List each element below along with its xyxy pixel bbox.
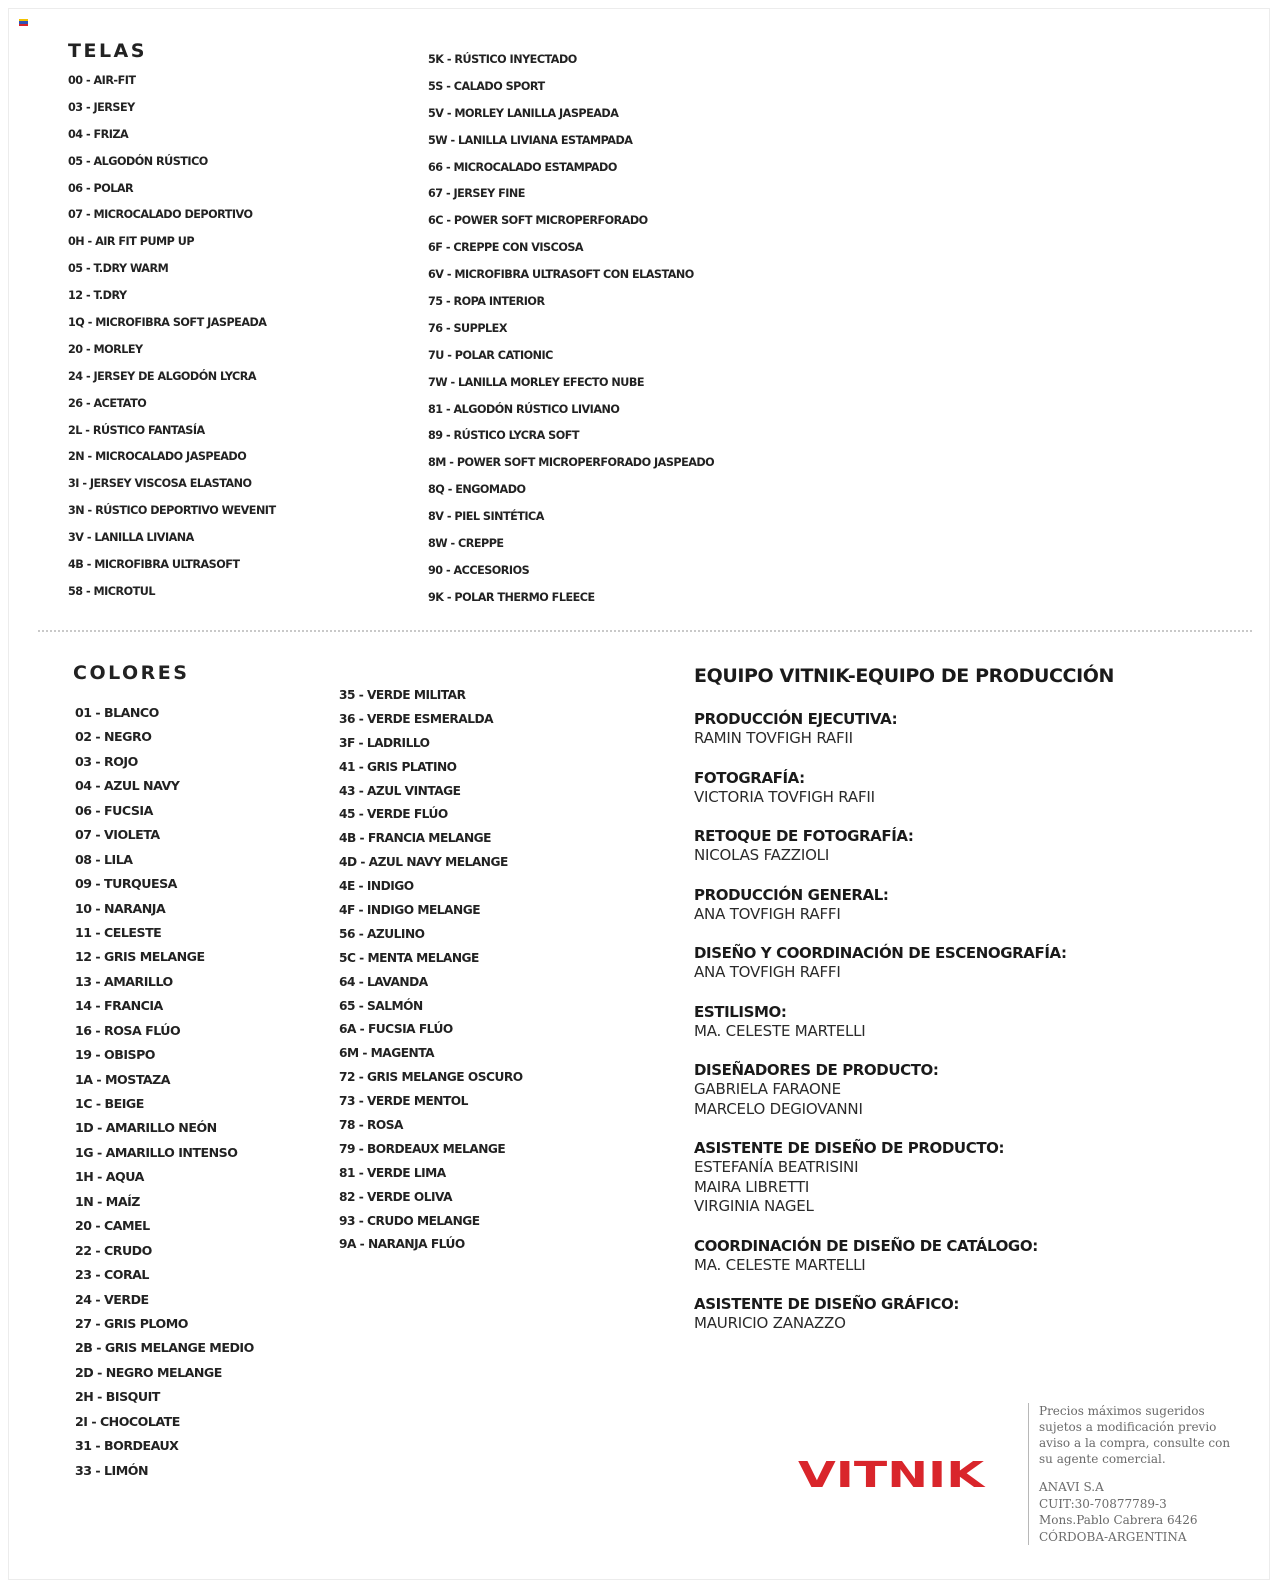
color-item: 03 - ROJO [75, 753, 138, 769]
color-item: 13 - AMARILLO [75, 973, 173, 989]
credit-name: MAIRA LIBRETTI [694, 1177, 810, 1196]
fabric-item: 03 - JERSEY [68, 100, 135, 114]
fabric-item: 5V - MORLEY LANILLA JASPEADA [428, 106, 619, 120]
footer-info [1028, 1403, 1265, 1545]
color-item: 04 - AZUL NAVY [75, 778, 180, 794]
color-item: 5C - MENTA MELANGE [339, 950, 479, 965]
fabric-item: 3N - RÚSTICO DEPORTIVO WEVENIT [68, 504, 276, 518]
credit-entry [694, 1138, 1214, 1217]
color-item: 27 - GRIS PLOMO [75, 1315, 188, 1331]
color-item: 35 - VERDE MILITAR [339, 688, 466, 702]
color-item: 73 - VERDE MENTOL [339, 1094, 468, 1109]
color-item: 1A - MOSTAZA [75, 1071, 171, 1087]
production-team [694, 665, 1214, 1353]
credit-role: ESTILISMO: [694, 1002, 787, 1021]
credit-role: COORDINACIÓN DE DISEÑO DE CATÁLOGO: [694, 1236, 1038, 1255]
credit-name: MA. CELESTE MARTELLI [694, 1255, 866, 1274]
color-item: 12 - GRIS MELANGE [75, 949, 205, 965]
color-item: 65 - SALMÓN [339, 998, 423, 1013]
color-item: 81 - VERDE LIMA [339, 1165, 446, 1180]
fabric-item: 24 - JERSEY DE ALGODÓN LYCRA [68, 369, 257, 383]
color-item: 2D - NEGRO MELANGE [75, 1364, 222, 1380]
credit-role: DISEÑO Y COORDINACIÓN DE ESCENOGRAFÍA: [694, 944, 1067, 962]
color-item: 11 - CELESTE [75, 924, 162, 940]
fabric-item: 8W - CREPPE [428, 537, 504, 551]
color-item: 07 - VIOLETA [75, 827, 160, 843]
color-item: 1C - BEIGE [75, 1096, 144, 1111]
vitnik-logo [796, 1452, 986, 1494]
telas-title: TELAS [68, 40, 147, 62]
color-item: 4D - AZUL NAVY MELANGE [339, 855, 508, 870]
credit-role: PRODUCCIÓN GENERAL: [694, 885, 889, 904]
fabric-item: 4B - MICROFIBRA ULTRASOFT [68, 558, 240, 572]
credit-entry [694, 885, 1214, 925]
fabric-item: 07 - MICROCALADO DEPORTIVO [68, 208, 253, 222]
color-item: 2H - BISQUIT [75, 1389, 160, 1405]
credit-name: MAURICIO ZANAZZO [694, 1314, 846, 1332]
color-item: 09 - TURQUESA [75, 876, 177, 892]
fabric-item: 0H - AIR FIT PUMP UP [68, 235, 195, 249]
fabric-item: 8V - PIEL SINTÉTICA [428, 510, 544, 524]
color-item: 6M - MAGENTA [339, 1046, 435, 1061]
credit-entry [694, 826, 1214, 866]
credit-entry [694, 943, 1214, 983]
fabric-item: 26 - ACETATO [68, 396, 147, 410]
color-item: 4E - INDIGO [339, 879, 414, 894]
color-item: 33 - LIMÓN [75, 1462, 149, 1478]
production-team-title: EQUIPO VITNIK-EQUIPO DE PRODUCCIÓN [694, 665, 1114, 687]
credit-role: ASISTENTE DE DISEÑO DE PRODUCTO: [694, 1139, 1005, 1157]
color-item: 93 - CRUDO MELANGE [339, 1213, 480, 1228]
disclaimer-line: su agente comercial. [1039, 1452, 1166, 1466]
color-item: 56 - AZULINO [339, 926, 425, 941]
flag-icon [19, 19, 28, 26]
fabric-item: 5W - LANILLA LIVIANA ESTAMPADA [428, 133, 633, 147]
color-item: 08 - LILA [75, 851, 133, 867]
company-line: CUIT:30-70877789-3 [1039, 1496, 1167, 1511]
color-item: 16 - ROSA FLÚO [75, 1022, 181, 1038]
color-item: 1N - MAÍZ [75, 1193, 140, 1209]
credit-entry [694, 768, 1214, 808]
color-item: 22 - CRUDO [75, 1242, 152, 1258]
fabric-item: 89 - RÚSTICO LYCRA SOFT [428, 429, 579, 443]
fabric-item: 6F - CREPPE CON VISCOSA [428, 241, 584, 255]
color-item: 79 - BORDEAUX MELANGE [339, 1141, 506, 1156]
fabric-item: 5S - CALADO SPORT [428, 79, 545, 93]
color-item: 02 - NEGRO [75, 729, 152, 745]
fabric-item: 1Q - MICROFIBRA SOFT JASPEADA [68, 316, 267, 330]
color-item: 64 - LAVANDA [339, 974, 428, 989]
color-item: 4F - INDIGO MELANGE [339, 903, 481, 918]
color-item: 1D - AMARILLO NEÓN [75, 1120, 217, 1136]
fabric-item: 05 - ALGODÓN RÚSTICO [68, 154, 208, 168]
credit-name: ANA TOVFIGH RAFFI [694, 904, 841, 923]
color-item: 23 - CORAL [75, 1267, 149, 1283]
fabric-item: 5K - RÚSTICO INYECTADO [428, 53, 577, 66]
color-item: 14 - FRANCIA [75, 998, 163, 1014]
fabric-item: 04 - FRIZA [68, 127, 129, 141]
fabric-item: 75 - ROPA INTERIOR [428, 295, 545, 309]
color-item: 01 - BLANCO [75, 705, 159, 720]
color-item: 2B - GRIS MELANGE MEDIO [75, 1340, 254, 1356]
color-item: 36 - VERDE ESMERALDA [339, 711, 494, 726]
fabric-item: 06 - POLAR [68, 181, 134, 195]
credit-name: VICTORIA TOVFIGH RAFII [694, 787, 875, 806]
color-item: 41 - GRIS PLATINO [339, 759, 457, 774]
color-item: 24 - VERDE [75, 1291, 149, 1307]
colores-list-column-2 [339, 684, 523, 1257]
color-item: 06 - FUCSIA [75, 802, 153, 818]
company-line: CÓRDOBA-ARGENTINA [1039, 1529, 1187, 1544]
credit-entry [694, 709, 1214, 749]
company-line: ANAVI S.A [1039, 1480, 1104, 1494]
section-divider [38, 630, 1252, 632]
fabric-item: 00 - AIR-FIT [68, 74, 136, 87]
color-item: 31 - BORDEAUX [75, 1438, 179, 1454]
fabric-item: 20 - MORLEY [68, 342, 143, 356]
color-item: 43 - AZUL VINTAGE [339, 783, 461, 798]
fabric-item: 67 - JERSEY FINE [428, 187, 525, 201]
fabric-item: 8M - POWER SOFT MICROPERFORADO JASPEADO [428, 456, 715, 470]
fabric-item: 2N - MICROCALADO JASPEADO [68, 450, 247, 464]
fabric-item: 58 - MICROTUL [68, 584, 155, 598]
credit-name: MARCELO DEGIOVANNI [694, 1099, 863, 1118]
color-item: 2I - CHOCOLATE [75, 1413, 180, 1429]
credit-name: VIRGINIA NAGEL [694, 1197, 814, 1215]
color-item: 78 - ROSA [339, 1118, 403, 1133]
credit-entry [694, 1060, 1214, 1119]
credit-name: RAMIN TOVFIGH RAFII [694, 729, 853, 747]
fabric-item: 12 - T.DRY [68, 289, 127, 303]
color-item: 3F - LADRILLO [339, 735, 430, 750]
color-item: 72 - GRIS MELANGE OSCURO [339, 1070, 523, 1085]
fabric-item: 66 - MICROCALADO ESTAMPADO [428, 160, 617, 174]
credit-name: MA. CELESTE MARTELLI [694, 1021, 866, 1040]
colores-title: COLORES [73, 662, 190, 684]
color-item: 4B - FRANCIA MELANGE [339, 831, 491, 846]
fabric-item: 6V - MICROFIBRA ULTRASOFT CON ELASTANO [428, 268, 694, 282]
color-item: 1G - AMARILLO INTENSO [75, 1144, 238, 1160]
color-item: 9A - NARANJA FLÚO [339, 1237, 465, 1252]
disclaimer-line: sujetos a modificación previo [1039, 1420, 1217, 1434]
color-item: 19 - OBISPO [75, 1047, 156, 1063]
credit-role: RETOQUE DE FOTOGRAFÍA: [694, 827, 914, 845]
fabric-item: 3V - LANILLA LIVIANA [68, 531, 194, 545]
fabric-item: 76 - SUPPLEX [428, 321, 507, 335]
color-item: 20 - CAMEL [75, 1218, 150, 1234]
company-line: Mons.Pablo Cabrera 6426 [1039, 1513, 1198, 1527]
disclaimer-line: aviso a la compra, consulte con [1039, 1436, 1231, 1450]
credit-entry [694, 1294, 1214, 1334]
svg-text:VITNIK: VITNIK [798, 1455, 986, 1494]
company-info [1039, 1479, 1265, 1545]
fabric-item: 9K - POLAR THERMO FLEECE [428, 590, 595, 604]
fabric-item: 7W - LANILLA MORLEY EFECTO NUBE [428, 375, 644, 389]
credit-list [694, 709, 1214, 1334]
credit-name: ANA TOVFIGH RAFFI [694, 963, 841, 981]
color-item: 45 - VERDE FLÚO [339, 807, 448, 822]
fabric-item: 81 - ALGODÓN RÚSTICO LIVIANO [428, 402, 620, 416]
fabric-item: 6C - POWER SOFT MICROPERFORADO [428, 214, 648, 228]
credit-role: ASISTENTE DE DISEÑO GRÁFICO: [694, 1295, 959, 1313]
credit-role: PRODUCCIÓN EJECUTIVA: [694, 710, 898, 728]
telas-list-column-1 [68, 68, 276, 606]
fabric-item: 2L - RÚSTICO FANTASÍA [68, 423, 205, 437]
fabric-item: 3I - JERSEY VISCOSA ELASTANO [68, 477, 252, 491]
price-disclaimer [1039, 1403, 1265, 1467]
credit-role: FOTOGRAFÍA: [694, 768, 805, 787]
credit-entry [694, 1002, 1214, 1042]
credit-name: NICOLAS FAZZIOLI [694, 846, 830, 864]
fabric-item: 7U - POLAR CATIONIC [428, 348, 553, 362]
color-item: 1H - AQUA [75, 1169, 144, 1185]
fabric-item: 8Q - ENGOMADO [428, 483, 526, 497]
credit-role: DISEÑADORES DE PRODUCTO: [694, 1061, 939, 1079]
credit-name: GABRIELA FARAONE [694, 1080, 841, 1098]
credit-entry [694, 1236, 1214, 1276]
disclaimer-line: Precios máximos sugeridos [1039, 1404, 1205, 1418]
color-item: 82 - VERDE OLIVA [339, 1189, 453, 1204]
telas-list-column-2 [428, 47, 714, 612]
color-item: 6A - FUCSIA FLÚO [339, 1022, 453, 1037]
colores-list-column-1 [75, 701, 254, 1483]
fabric-item: 90 - ACCESORIOS [428, 563, 530, 577]
credit-name: ESTEFANÍA BEATRISINI [694, 1158, 859, 1176]
fabric-item: 05 - T.DRY WARM [68, 262, 169, 276]
color-item: 10 - NARANJA [75, 900, 166, 916]
